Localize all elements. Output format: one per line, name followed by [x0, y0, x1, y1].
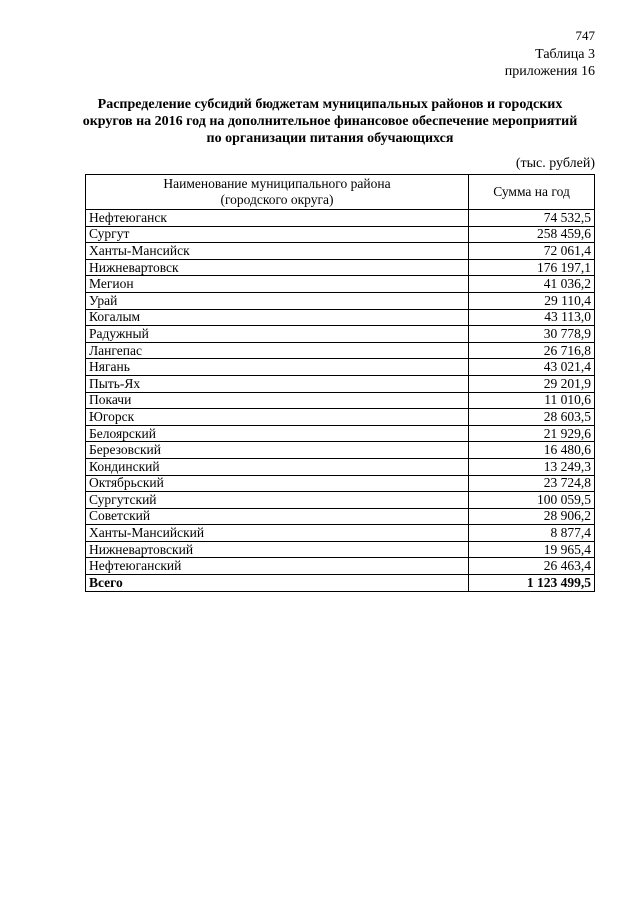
district-name: Радужный	[86, 326, 469, 343]
district-amount: 29 201,9	[469, 375, 595, 392]
district-name: Нижневартовск	[86, 259, 469, 276]
district-amount: 30 778,9	[469, 326, 595, 343]
district-name: Нижневартовский	[86, 541, 469, 558]
total-label: Всего	[86, 575, 469, 592]
district-name: Сургутский	[86, 492, 469, 509]
district-name: Лангепас	[86, 342, 469, 359]
total-row	[86, 575, 595, 592]
district-amount: 258 459,6	[469, 226, 595, 243]
document-title	[80, 96, 580, 147]
column-header-name	[86, 175, 469, 210]
total-amount: 1 123 499,5	[469, 575, 595, 592]
district-name: Белоярский	[86, 425, 469, 442]
title-line-2: округов на 2016 год на дополнительное финансовое обеспечение мероприятий	[82, 114, 578, 129]
table-body	[86, 210, 595, 592]
column-header-name-line-2: (городского округа)	[220, 192, 334, 207]
district-name: Югорск	[86, 409, 469, 426]
table-row	[86, 375, 595, 392]
district-amount: 72 061,4	[469, 243, 595, 260]
table-row	[86, 309, 595, 326]
title-line-1: Распределение субсидий бюджетам муниципальных районов и городских	[97, 97, 563, 112]
table-row	[86, 508, 595, 525]
table-row	[86, 558, 595, 575]
district-amount: 26 463,4	[469, 558, 595, 575]
table-reference	[505, 46, 595, 80]
district-name: Березовский	[86, 442, 469, 459]
appendix-label: приложения 16	[504, 64, 595, 79]
table-row	[86, 342, 595, 359]
district-amount: 176 197,1	[469, 259, 595, 276]
table-row	[86, 359, 595, 376]
district-name: Нягань	[86, 359, 469, 376]
district-amount: 13 249,3	[469, 458, 595, 475]
table-header-row	[86, 175, 595, 210]
district-amount: 43 021,4	[469, 359, 595, 376]
district-amount: 28 603,5	[469, 409, 595, 426]
district-amount: 11 010,6	[469, 392, 595, 409]
table-row	[86, 259, 595, 276]
page-number: 747	[575, 28, 595, 43]
district-name: Советский	[86, 508, 469, 525]
table-row	[86, 292, 595, 309]
units-label: (тыс. рублей)	[515, 156, 595, 171]
table-row	[86, 226, 595, 243]
district-name: Пыть-Ях	[86, 375, 469, 392]
table-row	[86, 210, 595, 227]
column-header-name-line-1: Наименование муниципального района	[163, 176, 391, 191]
district-amount: 100 059,5	[469, 492, 595, 509]
district-amount: 16 480,6	[469, 442, 595, 459]
title-line-3: по организации питания обучающихся	[206, 131, 454, 146]
table-label: Таблица 3	[535, 47, 595, 62]
table-row	[86, 442, 595, 459]
district-amount: 41 036,2	[469, 276, 595, 293]
district-name: Ханты-Мансийский	[86, 525, 469, 542]
district-name: Ханты-Мансийск	[86, 243, 469, 260]
district-amount: 43 113,0	[469, 309, 595, 326]
subsidy-table	[85, 174, 595, 592]
district-name: Нефтеюганск	[86, 210, 469, 227]
district-amount: 21 929,6	[469, 425, 595, 442]
table-row	[86, 243, 595, 260]
district-name: Урай	[86, 292, 469, 309]
district-amount: 28 906,2	[469, 508, 595, 525]
district-name: Нефтеюганский	[86, 558, 469, 575]
district-amount: 26 716,8	[469, 342, 595, 359]
district-name: Когалым	[86, 309, 469, 326]
table-row	[86, 525, 595, 542]
table-row	[86, 392, 595, 409]
column-header-amount: Сумма на год	[469, 175, 595, 210]
table-row	[86, 425, 595, 442]
district-name: Мегион	[86, 276, 469, 293]
district-name: Октябрьский	[86, 475, 469, 492]
table-row	[86, 492, 595, 509]
table-row	[86, 409, 595, 426]
district-amount: 8 877,4	[469, 525, 595, 542]
table-row	[86, 475, 595, 492]
table-row	[86, 276, 595, 293]
district-name: Сургут	[86, 226, 469, 243]
table-row	[86, 326, 595, 343]
table-row	[86, 541, 595, 558]
district-amount: 23 724,8	[469, 475, 595, 492]
district-amount: 29 110,4	[469, 292, 595, 309]
district-name: Кондинский	[86, 458, 469, 475]
district-amount: 74 532,5	[469, 210, 595, 227]
district-name: Покачи	[86, 392, 469, 409]
district-amount: 19 965,4	[469, 541, 595, 558]
table-row	[86, 458, 595, 475]
